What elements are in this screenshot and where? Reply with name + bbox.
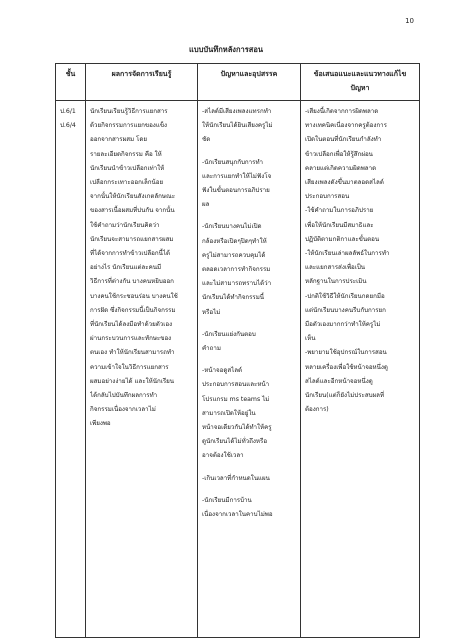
suggestion-text-line: หลักฐานในการประเมิน	[305, 278, 367, 286]
suggestion-text-line: -ใช้คำถามในการอภิปราย	[305, 207, 374, 215]
suggestion-text-line: ปฏิบัติตามกติกาและขั้นตอน	[305, 235, 380, 243]
problem-text-line: ตลอดเวลาการทำกิจกรรม	[202, 266, 271, 274]
suggestion-text-line: นักเรียน(แต่ก็ยังไม่ประสบผลที่	[305, 392, 385, 400]
header-outcome: ผลการจัดการเรียนรู้	[86, 64, 198, 101]
problem-item	[202, 105, 296, 148]
header-level: ชั้น	[56, 64, 86, 101]
document-title: แบบบันทึกหลังการสอน	[189, 45, 263, 54]
problem-text-line: กล้องหรือเปิดๆปิดๆทำให้	[202, 237, 267, 245]
outcome-text-line: กิจกรรมเนื่องจากเวลาไม่	[90, 406, 156, 414]
outcome-text-line: ได้กลับไปบันทึกผลการทำ	[90, 392, 158, 400]
table-row	[56, 101, 420, 638]
problem-item	[202, 364, 296, 463]
problem-text-line: -นักเรียนมีการบ้าน	[202, 496, 252, 504]
problem-text-line: ครูไม่สามารถควบคุมได้	[202, 251, 266, 259]
problem-text-line: ให้นักเรียนได้ยินเสียงครูไม่	[202, 122, 273, 130]
outcome-text-line: นักเรียนเรียนรู้วิธีการแยกสาร	[90, 108, 168, 115]
problem-text-line: หน้าจอเดียวกันได้ทำให้ครู	[202, 424, 272, 432]
outcome-text-line: การฝัด ซึ่งกิจกรรมนี้เป็นกิจกรรม	[90, 306, 176, 314]
problem-text-line: -นักเรียนสนุกกับการทำ	[202, 158, 264, 166]
suggestion-text-line: ต้องการ)	[305, 406, 329, 414]
outcome-text-line: ใช้คำถามว่านักเรียนคิดว่า	[90, 221, 160, 229]
cell-outcome	[86, 101, 198, 638]
problem-text-line: ดูนักเรียนได้ไม่ทั่วถึงหรือ	[202, 438, 268, 446]
suggestion-text-line: เห็น	[305, 335, 316, 343]
suggestion-text-line: ประกอบการสอน	[305, 193, 350, 201]
problem-text-line: ชัด	[202, 136, 211, 144]
header-problems: ปัญหาและอุปสรรค	[198, 64, 301, 101]
suggestion-text-line: สไลด์และอีกหน้าจอหนึ่งดู	[305, 377, 373, 385]
suggestion-text-line: ข้าวเปลือกเพื่อให้รู้สึกผ่อน	[305, 150, 373, 158]
suggestion-text-line: แต่นักเรียนบางคนรีบกับการยก	[305, 306, 386, 314]
suggestion-text-line: ทางเทคนิคเนื่องจากครูต้องการ	[305, 122, 387, 130]
problem-text-line: สามารถเปิดให้อยู่ใน	[202, 409, 256, 417]
problem-item	[202, 220, 296, 319]
suggestion-text-line: เปิดในตอนที่นักเรียนกำลังทำ	[305, 136, 382, 144]
outcome-text-line: จากนั้นให้นักเรียนสังเกตลักษณะ	[90, 193, 176, 201]
problem-text-line: ประกอบการสอนและหน้า	[202, 381, 270, 389]
post-teaching-record-table	[55, 63, 420, 638]
problem-text-line: -นักเรียนแย่งกันตอบ	[202, 330, 256, 338]
page-number: 10	[405, 17, 414, 25]
problem-text-line: -สไลด์มีเสียงเพลงแทรกทำ	[202, 108, 272, 115]
suggestion-text-line: -พยายามใช้อุปกรณ์ในการสอน	[305, 349, 387, 357]
outcome-text-line: ตนเอง ทำให้นักเรียนสามารถทำ	[90, 349, 175, 357]
suggestion-text-line: -ให้นักเรียนเล่าผลลัพธ์ในการทำ	[305, 250, 390, 258]
problem-item	[202, 494, 296, 522]
cell-suggestions	[301, 101, 420, 638]
outcome-text-line: ออกจากสารผสม โดย	[90, 136, 148, 144]
header-suggestions-line: ข้อเสนอแนะและแนวทางแก้ไข	[313, 70, 407, 78]
header-suggestions	[301, 64, 420, 101]
outcome-text-line: นักเรียนจะสามารถแยกสารผสม	[90, 235, 174, 243]
suggestion-text-line: -เสียงนี้เกิดจากการผิดพลาด	[305, 108, 379, 115]
outcome-text-line: ความเข้าใจในวิธีการแยกสาร	[90, 363, 169, 371]
outcome-text-line: ด้วยกิจกรรมการแยกของแข็ง	[90, 122, 168, 130]
outcome-text-line: บางคนใช้กระชอนร่อน บางคนใช้	[90, 292, 178, 300]
suggestion-text-line: มือตัวเองมากกว่าทำให้ครูไม่	[305, 321, 381, 329]
cell-problems	[198, 101, 301, 638]
outcome-text-line: นักเรียนนำข้าวเปลือกเท่าให้	[90, 164, 165, 172]
problem-text-line: -เกินเวลาที่กำหนดในแผน	[202, 474, 270, 482]
problem-text-line: -นักเรียนบางคนไม่เปิด	[202, 223, 262, 231]
outcome-text-line: วิธีการที่ต่างกัน บางคนหยิบออก	[90, 278, 174, 286]
problem-text-line: อาจต้องใช้เวลา	[202, 452, 244, 460]
level-label: ป.6/4	[60, 122, 76, 130]
outcome-text-line: อย่างไร นักเรียนแต่ละคนมี	[90, 264, 162, 272]
header-suggestions-line: ปัญหา	[350, 84, 370, 92]
suggestion-text-line: หลายเครื่องเพื่อใช้หน้าจอหนึ่งดู	[305, 363, 388, 371]
problem-text-line: เนื่องจากเวลาในคาบไม่พอ	[202, 511, 273, 519]
problem-item	[202, 472, 296, 486]
suggestion-text-line: คลายแต่เกิดความผิดพลาด	[305, 164, 377, 172]
problem-text-line: ผล	[202, 201, 210, 209]
problem-text-line: และการแยกทำให้ไม่ฟังโจ	[202, 172, 272, 180]
outcome-text-line: ของสารเนื้อผสมที่ปนกัน จากนั้น	[90, 207, 175, 215]
problem-text-line: -หน้าจอดูสไลด์	[202, 367, 243, 375]
problem-text-line: โปรแกรม ms teams ไม่	[202, 395, 270, 403]
suggestion-text-line: -ปกติใช้วิธีให้นักเรียนกดยกมือ	[305, 292, 385, 300]
problem-item	[202, 156, 296, 213]
outcome-text-line: ผ่านกระบวนการและทักษะของ	[90, 335, 172, 343]
problem-text-line: นักเรียนได้ทำกิจกรรมนี้	[202, 294, 265, 302]
problem-text-line: คำถาม	[202, 345, 221, 353]
problem-text-line: และไม่สามารถทราบได้ว่า	[202, 280, 272, 288]
outcome-text-line: เปลือกกระเทาะออกเล็กน้อย	[90, 179, 164, 187]
outcome-text-line: ที่ได้จากการทำข้าวเปลือกนี้ได้	[90, 250, 170, 258]
outcome-text-line: รายละเอียดกิจกรรม คือ ให้	[90, 150, 162, 158]
suggestion-text-line: เพื่อให้นักเรียนมีสมาธิและ	[305, 221, 374, 229]
level-label: ป.6/1	[60, 108, 76, 115]
problem-item	[202, 328, 296, 356]
table-header-row	[56, 64, 420, 101]
outcome-text-line: ผสมอย่างง่ายได้ และให้นักเรียน	[90, 377, 175, 385]
outcome-text-line: เพียงพอ	[90, 420, 111, 428]
outcome-text-line: ที่นักเรียนได้ลงมือทำด้วยตัวเอง	[90, 321, 173, 329]
suggestion-text-line: และแยกสารส่งเพื่อเป็น	[305, 264, 366, 272]
cell-level	[56, 101, 86, 638]
suggestion-text-line: เสียงเพลงดังขึ้นมาตลอดสไลด์	[305, 179, 384, 187]
problem-text-line: ฟังในขั้นตอนการอภิปราย	[202, 187, 270, 195]
problem-text-line: หรือไม่	[202, 308, 221, 316]
